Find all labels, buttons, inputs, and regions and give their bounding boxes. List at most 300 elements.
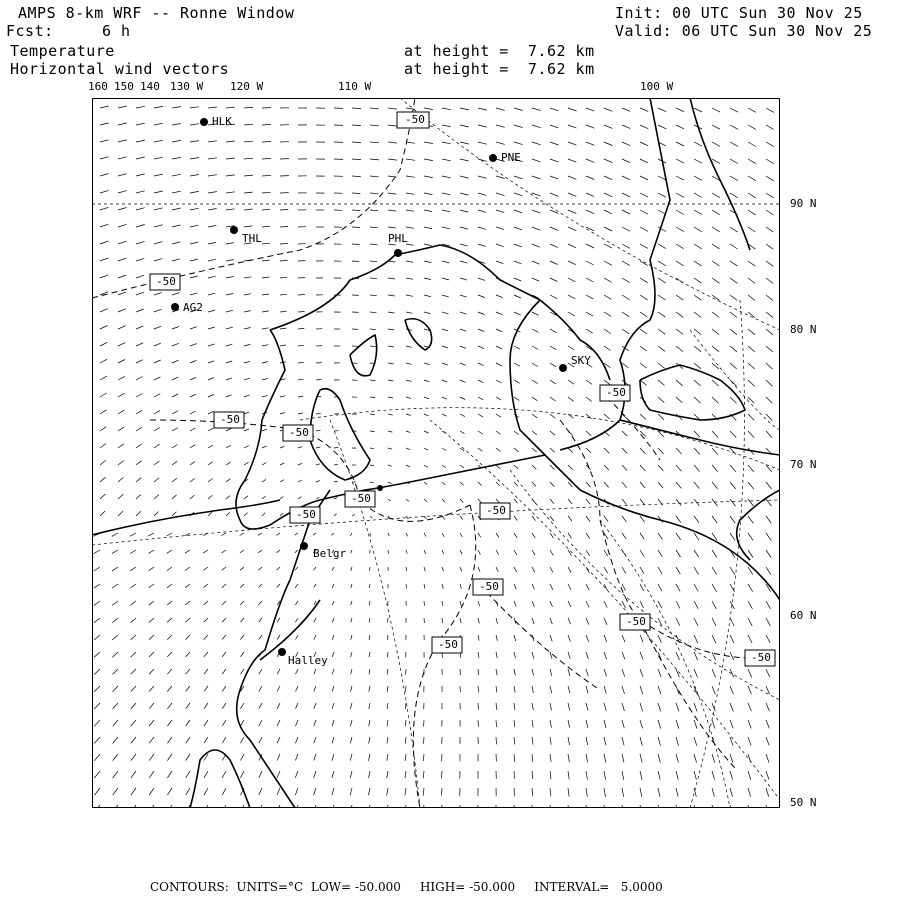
wind-vector xyxy=(149,703,154,709)
wind-vector xyxy=(712,261,720,266)
wind-vector xyxy=(314,669,316,674)
wind-vector xyxy=(388,227,396,228)
wind-vector xyxy=(748,720,751,728)
wind-vector xyxy=(532,108,541,111)
wind-vector xyxy=(514,142,523,145)
wind-vector xyxy=(262,175,271,176)
wind-vector xyxy=(532,210,540,213)
wind-vector xyxy=(460,261,467,263)
wind-vector xyxy=(676,652,680,660)
wind-vector xyxy=(277,567,280,570)
wind-vector xyxy=(568,635,570,642)
wind-vector xyxy=(748,363,755,369)
wind-vector xyxy=(748,482,754,489)
wind-vector xyxy=(154,242,162,244)
wind-vector xyxy=(640,431,646,437)
wind-vector xyxy=(172,174,181,176)
wind-vector xyxy=(149,567,154,571)
wind-vector xyxy=(172,157,181,159)
wind-vector xyxy=(478,703,479,710)
wind-vector xyxy=(568,397,574,401)
wind-vector xyxy=(478,142,487,144)
wind-vector xyxy=(766,176,774,181)
wind-vector xyxy=(640,669,643,677)
wind-vector xyxy=(658,414,664,420)
wind-vector xyxy=(388,448,392,449)
wind-vector xyxy=(694,346,701,352)
wind-vector xyxy=(350,754,352,761)
wind-vector xyxy=(388,397,393,398)
wind-vector xyxy=(241,737,245,743)
wind-vector xyxy=(100,511,105,516)
wind-vector xyxy=(100,410,107,414)
wind-vector xyxy=(586,414,592,419)
wind-vector xyxy=(586,227,594,231)
wind-vector xyxy=(766,703,770,711)
wind-vector xyxy=(351,550,352,553)
contour-label: -50 xyxy=(296,508,316,521)
wind-vector xyxy=(262,209,270,210)
wind-vector xyxy=(550,482,554,487)
wind-vector xyxy=(280,396,285,397)
wind-vector xyxy=(100,359,107,363)
wind-vector xyxy=(369,686,370,692)
wind-vector xyxy=(766,142,774,147)
wind-vector xyxy=(258,550,262,553)
wind-vector xyxy=(240,635,244,640)
contour-label: -50 xyxy=(289,426,309,439)
wind-vector xyxy=(478,618,479,623)
wind-vector xyxy=(154,343,161,346)
wind-vector xyxy=(586,601,589,607)
wind-vector xyxy=(240,567,244,570)
wind-vector xyxy=(640,567,644,574)
wind-vector xyxy=(460,601,461,606)
wind-vector xyxy=(94,584,100,588)
wind-vector xyxy=(568,754,569,762)
wind-vector xyxy=(406,414,411,416)
wind-vector xyxy=(550,193,558,196)
wind-vector xyxy=(387,805,388,813)
wind-vector xyxy=(387,754,388,761)
wind-vector xyxy=(604,686,606,694)
wind-vector xyxy=(694,363,701,369)
wind-vector xyxy=(331,533,334,535)
wind-vector xyxy=(405,805,406,813)
wind-vector xyxy=(532,754,533,762)
wind-vector xyxy=(226,107,235,108)
temperature-contours xyxy=(92,98,760,808)
wind-vector xyxy=(640,533,644,539)
wind-vector xyxy=(532,397,537,401)
wind-vector xyxy=(496,261,503,264)
wind-vector xyxy=(514,482,518,486)
wind-vector xyxy=(244,192,253,193)
wind-vector xyxy=(370,227,378,228)
wind-vector xyxy=(676,465,682,471)
wind-vector xyxy=(424,431,428,433)
wind-vector xyxy=(262,260,270,261)
wind-vector xyxy=(442,159,451,161)
wind-vector xyxy=(94,703,100,709)
wind-vector xyxy=(568,108,577,111)
wind-vector xyxy=(370,516,372,518)
wind-vector xyxy=(658,244,666,249)
wind-vector xyxy=(259,635,262,640)
wind-vector xyxy=(496,618,498,624)
wind-vector xyxy=(532,601,534,607)
wind-vector xyxy=(240,584,244,588)
contour-label: -50 xyxy=(626,615,646,628)
wind-vector xyxy=(442,176,451,178)
wind-vector xyxy=(94,601,100,606)
wind-vector xyxy=(730,618,734,626)
wind-vector xyxy=(658,737,661,746)
wind-vector xyxy=(149,652,154,657)
wind-vector xyxy=(658,703,661,711)
wind-vector xyxy=(167,567,172,571)
wind-vector xyxy=(532,244,540,247)
wind-vector xyxy=(658,533,663,540)
wind-vector xyxy=(568,227,576,231)
wind-vector xyxy=(532,261,540,264)
wind-vector xyxy=(244,124,253,125)
wind-vector xyxy=(204,805,208,812)
wind-vector xyxy=(496,669,497,675)
wind-vector xyxy=(370,346,376,347)
wind-vector xyxy=(748,227,756,232)
wind-vector xyxy=(622,414,628,419)
wind-vector xyxy=(550,295,557,299)
wind-vector xyxy=(424,414,429,416)
wind-vector xyxy=(622,754,624,763)
wind-vector xyxy=(604,788,606,797)
wind-vector xyxy=(131,737,136,743)
wind-vector xyxy=(694,482,700,489)
wind-vector xyxy=(622,176,630,180)
wind-vector xyxy=(262,277,269,278)
wind-vector xyxy=(442,295,449,297)
wind-vector xyxy=(334,481,338,482)
wind-vector xyxy=(369,754,371,761)
wind-vector xyxy=(712,720,715,729)
wind-vector xyxy=(514,601,516,607)
wind-vector xyxy=(190,225,199,227)
wind-vector xyxy=(514,737,515,744)
wind-vector xyxy=(766,346,773,352)
wind-vector xyxy=(586,805,587,814)
wind-vector xyxy=(748,142,756,147)
wind-vector xyxy=(241,754,245,761)
wind-vector xyxy=(712,584,717,592)
wind-vector xyxy=(730,686,734,694)
wind-vector xyxy=(640,108,648,112)
wind-vector xyxy=(730,533,735,540)
wind-vector xyxy=(766,295,773,301)
wind-vector xyxy=(259,618,262,622)
wind-vector xyxy=(586,533,590,539)
wind-vector xyxy=(532,618,534,624)
wind-vector xyxy=(550,142,559,145)
wind-vector xyxy=(514,125,523,128)
wind-vector xyxy=(388,142,397,143)
wind-vector xyxy=(496,652,497,658)
wind-vector xyxy=(676,703,679,712)
wind-vector xyxy=(586,448,591,453)
wind-vector xyxy=(136,174,145,176)
wind-vector xyxy=(658,346,665,351)
wind-vector xyxy=(460,142,469,144)
wind-vector xyxy=(622,652,625,659)
wind-vector xyxy=(442,261,449,263)
wind-vector xyxy=(550,635,552,641)
wind-vector xyxy=(226,243,234,244)
wind-vector xyxy=(712,771,715,780)
wind-vector xyxy=(208,361,214,363)
wind-vector xyxy=(350,737,352,743)
wind-vector xyxy=(550,125,559,128)
wind-vector xyxy=(694,193,702,198)
wind-vector xyxy=(190,276,198,278)
wind-vector xyxy=(222,703,226,709)
wind-vector xyxy=(136,123,145,125)
wind-vector xyxy=(131,771,136,778)
wind-vector xyxy=(658,771,660,780)
wind-vector xyxy=(388,278,395,279)
wind-vector xyxy=(604,176,612,180)
wind-vector xyxy=(640,788,642,797)
wind-vector xyxy=(622,329,629,334)
wind-vector xyxy=(604,125,612,128)
wind-vector xyxy=(406,397,411,398)
wind-vector xyxy=(295,771,298,778)
wind-vector xyxy=(676,550,681,557)
wind-vector xyxy=(496,397,501,400)
wind-vector xyxy=(406,550,407,554)
wind-vector xyxy=(586,397,592,402)
wind-vector xyxy=(350,720,352,726)
wind-vector xyxy=(676,397,682,403)
wind-vector xyxy=(332,805,334,813)
wind-vector xyxy=(190,242,198,244)
wind-vector xyxy=(316,464,320,465)
wind-vector xyxy=(277,720,280,726)
wind-vector xyxy=(244,294,251,295)
wind-vector xyxy=(226,175,235,176)
wind-vector xyxy=(766,737,769,745)
wind-vector xyxy=(154,326,161,329)
wind-vector xyxy=(496,567,498,572)
wind-vector xyxy=(532,125,541,128)
wind-vector xyxy=(568,448,573,453)
wind-vector xyxy=(222,652,226,657)
wind-vector xyxy=(352,193,360,194)
wind-vector xyxy=(332,584,334,588)
wind-vector xyxy=(314,805,317,812)
wind-vector xyxy=(748,159,756,164)
wind-vector xyxy=(514,584,516,589)
wind-vector xyxy=(95,805,100,812)
wind-vector xyxy=(167,703,172,709)
wind-vector xyxy=(424,278,431,280)
wind-vector xyxy=(460,669,461,675)
wind-vector xyxy=(514,635,516,641)
wind-vector xyxy=(766,397,772,403)
wind-vector xyxy=(94,771,100,778)
wind-vector xyxy=(167,686,172,692)
wind-vector xyxy=(712,193,720,198)
wind-vector xyxy=(226,192,235,193)
wind-vector xyxy=(748,380,755,386)
wind-vector xyxy=(190,394,196,397)
wind-vector xyxy=(204,635,208,640)
wind-vector xyxy=(532,448,537,452)
wind-vector xyxy=(622,227,630,231)
wind-vector xyxy=(766,618,770,626)
wind-vector xyxy=(259,805,262,812)
wind-vector xyxy=(550,380,556,384)
wind-vector xyxy=(766,550,771,558)
wind-vector xyxy=(604,346,611,351)
wind-vector xyxy=(131,754,136,761)
wind-vector xyxy=(241,703,245,709)
wind-vector xyxy=(332,652,334,657)
wind-vector xyxy=(676,771,678,780)
lon-label-120w: 120 W xyxy=(230,80,264,93)
wind-vector xyxy=(730,295,737,300)
wind-vector xyxy=(131,601,137,605)
wind-vector xyxy=(387,737,388,744)
wind-vector xyxy=(622,278,630,283)
wind-vector xyxy=(730,720,733,728)
wind-vector xyxy=(730,635,734,643)
wind-vector xyxy=(190,361,196,364)
wind-vector xyxy=(550,465,554,470)
wind-vector xyxy=(172,445,177,449)
wind-vector xyxy=(604,618,607,625)
wind-vector xyxy=(154,140,163,142)
wind-vector xyxy=(208,209,217,211)
wind-vector xyxy=(712,108,720,112)
wind-vector xyxy=(658,788,660,797)
wind-vector xyxy=(167,652,172,657)
wind-vector xyxy=(190,191,199,193)
wind-vector xyxy=(369,601,370,605)
wind-vector xyxy=(295,550,298,553)
wind-vector xyxy=(640,703,643,711)
wind-vector xyxy=(100,207,109,210)
wind-vector xyxy=(604,142,612,146)
coastline xyxy=(92,98,780,808)
wind-vector xyxy=(208,225,216,227)
wind-vector xyxy=(136,241,145,244)
wind-vector xyxy=(244,107,253,108)
wind-vector xyxy=(226,260,234,261)
wind-vector xyxy=(460,125,469,127)
wind-vector xyxy=(262,496,266,499)
wind-vector xyxy=(370,278,377,279)
wind-vector xyxy=(766,771,769,780)
wind-vector xyxy=(154,292,162,295)
wind-vector xyxy=(208,293,215,295)
wind-vector xyxy=(442,380,447,382)
wind-vector xyxy=(136,394,142,398)
init-time: Init: 00 UTC Sun 30 Nov 25 xyxy=(615,4,863,22)
wind-vector xyxy=(94,686,100,692)
wind-vector xyxy=(766,414,772,421)
wind-vector xyxy=(442,142,451,144)
wind-vector xyxy=(460,414,465,417)
wind-vector xyxy=(730,448,736,455)
wind-vector xyxy=(94,567,100,571)
wind-vector xyxy=(676,142,684,146)
wind-vector xyxy=(550,159,559,162)
wind-vector xyxy=(149,601,154,605)
wind-vector xyxy=(208,462,213,465)
station-label-phl: PHL xyxy=(388,232,408,245)
wind-vector xyxy=(172,428,178,431)
wind-vector xyxy=(568,788,569,797)
wind-vector xyxy=(295,788,298,795)
wind-vector xyxy=(118,444,124,448)
wind-vector xyxy=(676,516,681,523)
wind-vector xyxy=(136,292,144,295)
wind-vector xyxy=(586,754,588,762)
wind-vector xyxy=(280,243,288,244)
wind-vector xyxy=(172,140,181,142)
wind-vector xyxy=(658,397,664,403)
wind-vector xyxy=(442,108,451,110)
wind-vector xyxy=(204,737,208,743)
wind-vector xyxy=(136,427,142,431)
wind-vector xyxy=(424,380,429,382)
wind-vector xyxy=(676,448,682,454)
wind-vector xyxy=(388,312,394,313)
wind-vector xyxy=(586,771,587,780)
wind-vector xyxy=(622,567,626,573)
wind-vector xyxy=(496,176,505,179)
wind-vector xyxy=(130,550,136,554)
wind-vector xyxy=(244,226,252,227)
wind-vector xyxy=(136,495,141,500)
wind-vector xyxy=(226,496,230,499)
wind-vector xyxy=(388,550,389,554)
wind-vector xyxy=(190,445,195,448)
wind-vector xyxy=(730,397,737,403)
wind-vector xyxy=(748,193,756,198)
wind-vector xyxy=(149,584,154,588)
wind-vector xyxy=(118,292,126,295)
wind-vector xyxy=(658,261,666,266)
wind-vector xyxy=(640,210,648,214)
lon-label-100w: 100 W xyxy=(640,80,674,93)
wind-vector xyxy=(478,312,485,315)
wind-vector xyxy=(424,159,433,161)
wind-vector xyxy=(586,703,588,711)
wind-vector xyxy=(100,190,109,193)
wind-vector xyxy=(460,465,464,468)
wind-vector xyxy=(406,431,410,433)
wind-vector xyxy=(190,259,198,261)
wind-vector xyxy=(316,413,321,414)
wind-vector xyxy=(586,244,594,248)
wind-vector xyxy=(222,669,226,674)
wind-vector xyxy=(406,499,409,502)
wind-vector xyxy=(640,329,647,334)
wind-vector xyxy=(222,601,226,605)
wind-vector xyxy=(167,771,172,778)
wind-vector xyxy=(314,771,316,778)
